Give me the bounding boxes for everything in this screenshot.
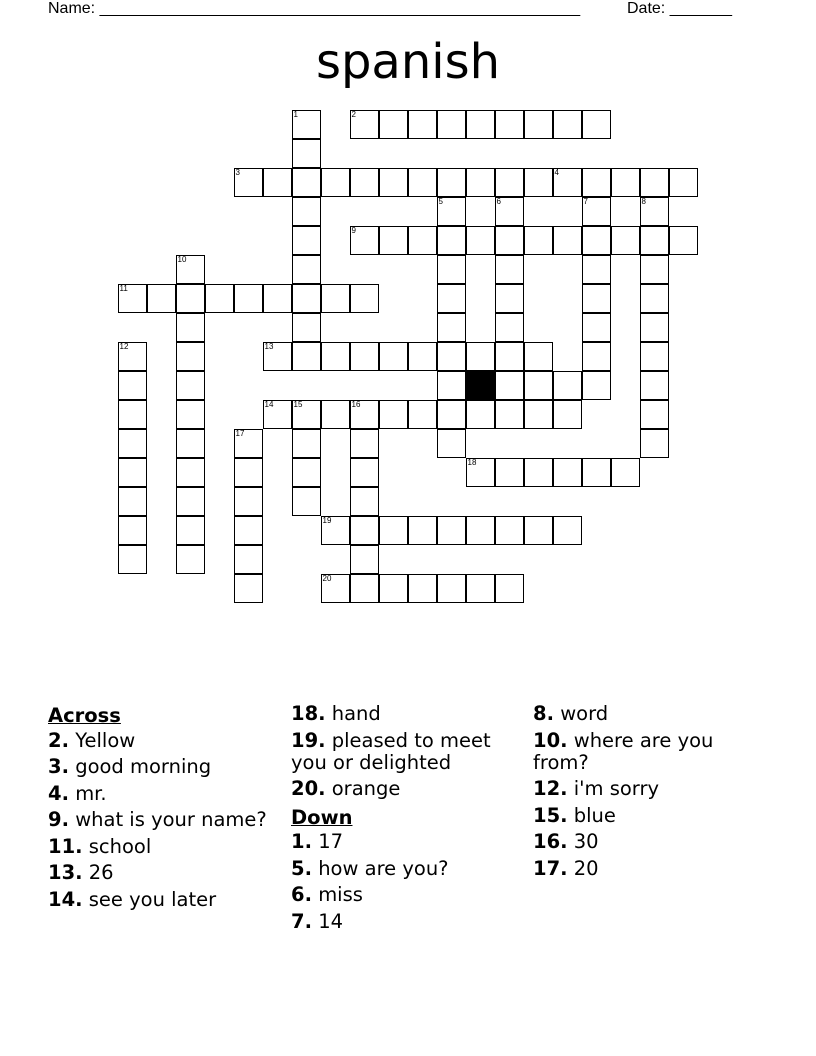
crossword-cell[interactable] <box>582 110 611 139</box>
clue-number: 4. <box>48 781 69 805</box>
crossword-cell[interactable] <box>118 429 147 458</box>
crossword-cell[interactable] <box>350 226 379 255</box>
crossword-cell[interactable] <box>292 400 321 429</box>
crossword-cell[interactable] <box>292 284 321 313</box>
crossword-cell[interactable] <box>176 429 205 458</box>
crossword-cell[interactable] <box>321 284 350 313</box>
crossword-cell[interactable] <box>611 458 640 487</box>
cell-number: 12 <box>119 342 129 351</box>
clue-down-7 <box>291 911 523 933</box>
cell-number: 18 <box>467 458 477 467</box>
crossword-cell[interactable] <box>495 197 524 226</box>
clue-number: 13. <box>48 861 83 884</box>
crossword-cell[interactable] <box>466 400 495 429</box>
clue-text: miss <box>318 883 363 906</box>
crossword-cell[interactable] <box>263 400 292 429</box>
clue-across-20 <box>291 778 523 800</box>
crossword-cell[interactable] <box>176 545 205 574</box>
crossword-cell[interactable] <box>263 284 292 313</box>
crossword-cell[interactable] <box>524 226 553 255</box>
crossword-cell[interactable] <box>321 516 350 545</box>
cell-number: 15 <box>293 400 303 409</box>
clue-text: school <box>88 834 152 858</box>
crossword-cell[interactable] <box>379 226 408 255</box>
clue-number: 15. <box>533 803 568 827</box>
crossword-cell[interactable] <box>582 458 611 487</box>
cell-number: 11 <box>119 284 128 293</box>
cell-number: 10 <box>177 255 187 264</box>
crossword-cell[interactable] <box>292 313 321 342</box>
clue-down-12 <box>533 778 765 800</box>
clue-number: 2. <box>48 728 69 752</box>
clue-across-18 <box>291 703 523 725</box>
crossword-cell[interactable] <box>234 545 263 574</box>
crossword-cell[interactable] <box>292 255 321 284</box>
cell-number: 17 <box>235 429 245 438</box>
clue-text: hand <box>331 702 381 725</box>
crossword-cell[interactable] <box>495 284 524 313</box>
crossword-cell[interactable] <box>350 342 379 371</box>
crossword-cell[interactable] <box>379 574 408 603</box>
crossword-cell[interactable] <box>582 313 611 342</box>
crossword-cell[interactable] <box>408 400 437 429</box>
crossword-cell[interactable] <box>437 110 466 139</box>
crossword-cell[interactable] <box>466 168 495 197</box>
crossword-cell[interactable] <box>437 371 466 400</box>
crossword-cell[interactable] <box>321 574 350 603</box>
clue-across-4 <box>48 783 280 805</box>
clue-number: 1. <box>291 830 312 853</box>
crossword-cell[interactable] <box>263 168 292 197</box>
clue-text: mr. <box>75 781 107 805</box>
crossword-cell[interactable] <box>466 110 495 139</box>
crossword-cell[interactable] <box>437 168 466 197</box>
crossword-cell[interactable] <box>582 168 611 197</box>
crossword-cell[interactable] <box>495 342 524 371</box>
crossword-cell[interactable] <box>292 342 321 371</box>
clue-number: 12. <box>533 777 568 800</box>
crossword-cell[interactable] <box>379 516 408 545</box>
crossword-cell[interactable] <box>234 429 263 458</box>
clue-across-19 <box>291 730 523 774</box>
crossword-cell[interactable] <box>176 342 205 371</box>
crossword-cell[interactable] <box>524 516 553 545</box>
clue-number: 6. <box>291 883 312 906</box>
crossword-cell[interactable] <box>553 226 582 255</box>
crossword-cell[interactable] <box>495 168 524 197</box>
crossword-cell[interactable] <box>582 255 611 284</box>
crossword-cell[interactable] <box>350 574 379 603</box>
clue-text: pleased to meet you or delighted <box>291 728 491 774</box>
crossword-cell[interactable] <box>379 168 408 197</box>
clue-number: 5. <box>291 856 312 880</box>
crossword-cell[interactable] <box>263 342 292 371</box>
clue-number: 10. <box>533 728 568 752</box>
clue-text: good morning <box>75 755 212 778</box>
crossword-cell[interactable] <box>524 458 553 487</box>
crossword-cell[interactable] <box>437 255 466 284</box>
crossword-cell[interactable] <box>292 139 321 168</box>
cell-number: 5 <box>438 197 443 206</box>
crossword-cell[interactable] <box>176 487 205 516</box>
clue-down-5 <box>291 858 523 880</box>
crossword-cell[interactable] <box>350 110 379 139</box>
clue-number: 20. <box>291 777 326 800</box>
cell-number: 19 <box>322 516 332 525</box>
cell-number: 4 <box>554 168 559 177</box>
crossword-cell[interactable] <box>640 255 669 284</box>
crossword-cell[interactable] <box>234 516 263 545</box>
clue-number: 14. <box>48 887 83 911</box>
cell-number: 1 <box>293 110 298 119</box>
crossword-cell[interactable] <box>553 516 582 545</box>
clue-text: orange <box>331 777 401 800</box>
clue-across-3 <box>48 756 280 778</box>
crossword-cell[interactable] <box>350 545 379 574</box>
cell-number: 2 <box>351 110 356 119</box>
crossword-cell[interactable] <box>495 313 524 342</box>
crossword-cell[interactable] <box>582 342 611 371</box>
clue-text: Yellow <box>75 728 136 752</box>
crossword-cell[interactable] <box>437 226 466 255</box>
crossword-cell[interactable] <box>466 458 495 487</box>
crossword-cell[interactable] <box>379 342 408 371</box>
crossword-cell[interactable] <box>524 371 553 400</box>
date-field-label: Date: _______ <box>627 0 732 17</box>
crossword-cell[interactable] <box>176 371 205 400</box>
crossword-cell[interactable] <box>147 284 176 313</box>
clue-down-1 <box>291 831 523 853</box>
crossword-cell[interactable] <box>118 516 147 545</box>
clue-across-11 <box>48 836 280 858</box>
crossword-cell[interactable] <box>118 400 147 429</box>
clue-text: 20 <box>573 856 599 880</box>
crossword-cell[interactable] <box>321 342 350 371</box>
clue-across-2 <box>48 730 280 752</box>
crossword-cell[interactable] <box>582 371 611 400</box>
crossword-cell[interactable] <box>350 487 379 516</box>
crossword-cell[interactable] <box>350 458 379 487</box>
across-heading: Across <box>48 704 121 727</box>
crossword-cell[interactable] <box>350 429 379 458</box>
crossword-cell[interactable] <box>466 516 495 545</box>
crossword-cell[interactable] <box>466 342 495 371</box>
clue-number: 17. <box>533 856 568 880</box>
cell-number: 7 <box>583 197 588 206</box>
clue-text: what is your name? <box>75 808 267 831</box>
crossword-cell[interactable] <box>524 168 553 197</box>
crossword-cell[interactable] <box>437 400 466 429</box>
page-title: spanish <box>315 34 501 90</box>
crossword-cell[interactable] <box>437 429 466 458</box>
clue-across-13 <box>48 862 280 884</box>
crossword-cell[interactable] <box>292 226 321 255</box>
crossword-cell[interactable] <box>466 226 495 255</box>
crossword-cell[interactable] <box>350 400 379 429</box>
clue-down-8 <box>533 703 765 725</box>
cell-number: 14 <box>264 400 274 409</box>
clue-number: 11. <box>48 834 83 858</box>
crossword-cell[interactable] <box>118 342 147 371</box>
crossword-cell[interactable] <box>611 226 640 255</box>
clue-column-3 <box>533 703 765 884</box>
crossword-cell[interactable] <box>495 574 524 603</box>
crossword-cell[interactable] <box>669 226 698 255</box>
crossword-cell[interactable] <box>118 487 147 516</box>
crossword-cell[interactable] <box>640 429 669 458</box>
crossword-cell[interactable] <box>176 516 205 545</box>
crossword-cell[interactable] <box>611 168 640 197</box>
crossword-cell[interactable] <box>495 400 524 429</box>
crossword-cell[interactable] <box>321 168 350 197</box>
crossword-cell[interactable] <box>234 487 263 516</box>
cell-number: 6 <box>496 197 501 206</box>
crossword-cell[interactable] <box>292 429 321 458</box>
crossword-cell[interactable] <box>466 574 495 603</box>
crossword-cell[interactable] <box>437 313 466 342</box>
crossword-cell[interactable] <box>176 400 205 429</box>
crossword-cell[interactable] <box>640 400 669 429</box>
clue-down-16 <box>533 831 765 853</box>
crossword-cell[interactable] <box>118 371 147 400</box>
crossword-cell[interactable] <box>524 342 553 371</box>
crossword-cell[interactable] <box>640 226 669 255</box>
crossword-cell[interactable] <box>234 574 263 603</box>
crossword-cell[interactable] <box>582 226 611 255</box>
crossword-cell[interactable] <box>495 110 524 139</box>
clue-text: word <box>560 702 609 725</box>
cell-number: 9 <box>351 226 356 235</box>
clue-number: 3. <box>48 755 69 778</box>
crossword-cell[interactable] <box>234 168 263 197</box>
clue-text: where are you from? <box>533 728 714 774</box>
crossword-cell[interactable] <box>176 255 205 284</box>
clue-text: i'm sorry <box>573 777 660 800</box>
clue-text: 14 <box>318 909 344 933</box>
crossword-cell[interactable] <box>234 458 263 487</box>
crossword-cell[interactable] <box>669 168 698 197</box>
crossword-cell[interactable] <box>292 458 321 487</box>
crossword-cell[interactable] <box>553 168 582 197</box>
crossword-cell[interactable] <box>437 516 466 545</box>
crossword-cell[interactable] <box>321 400 350 429</box>
crossword-cell[interactable] <box>495 458 524 487</box>
name-field-label: Name: ______________________________________________________ <box>48 0 581 17</box>
crossword-cell[interactable] <box>379 110 408 139</box>
clue-column-2 <box>291 703 523 937</box>
clue-text: 17 <box>318 830 344 853</box>
crossword-block <box>466 371 495 400</box>
crossword-cell[interactable] <box>350 516 379 545</box>
clue-text: see you later <box>88 887 217 911</box>
down-heading: Down <box>291 805 353 829</box>
crossword-cell[interactable] <box>495 371 524 400</box>
crossword-cell[interactable] <box>176 313 205 342</box>
crossword-cell[interactable] <box>350 168 379 197</box>
crossword-cell[interactable] <box>408 574 437 603</box>
crossword-cell[interactable] <box>176 458 205 487</box>
crossword-cell[interactable] <box>437 197 466 226</box>
crossword-cell[interactable] <box>553 371 582 400</box>
clue-down-6 <box>291 884 523 906</box>
clue-number: 16. <box>533 830 568 853</box>
crossword-cell[interactable] <box>524 400 553 429</box>
crossword-cell[interactable] <box>640 284 669 313</box>
clue-number: 7. <box>291 909 312 933</box>
crossword-cell[interactable] <box>292 168 321 197</box>
crossword-cell[interactable] <box>292 110 321 139</box>
crossword-cell[interactable] <box>437 342 466 371</box>
crossword-cell[interactable] <box>582 284 611 313</box>
crossword-cell[interactable] <box>640 313 669 342</box>
clue-down-10 <box>533 730 765 774</box>
crossword-cell[interactable] <box>408 516 437 545</box>
crossword-cell[interactable] <box>437 284 466 313</box>
cell-number: 16 <box>351 400 361 409</box>
crossword-cell[interactable] <box>495 516 524 545</box>
cell-number: 13 <box>264 342 274 351</box>
crossword-cell[interactable] <box>524 110 553 139</box>
crossword-cell[interactable] <box>553 458 582 487</box>
crossword-cell[interactable] <box>408 226 437 255</box>
clue-number: 9. <box>48 808 69 831</box>
cell-number: 8 <box>641 197 646 206</box>
clue-number: 18. <box>291 702 326 725</box>
clue-column-1 <box>48 703 280 915</box>
crossword-cell[interactable] <box>553 400 582 429</box>
crossword-cell[interactable] <box>292 197 321 226</box>
crossword-cell[interactable] <box>582 197 611 226</box>
crossword-cell[interactable] <box>495 255 524 284</box>
crossword-cell[interactable] <box>437 574 466 603</box>
crossword-cell[interactable] <box>118 458 147 487</box>
clue-down-17 <box>533 858 765 880</box>
crossword-cell[interactable] <box>640 197 669 226</box>
crossword-cell[interactable] <box>408 342 437 371</box>
cell-number: 20 <box>322 574 332 583</box>
crossword-cell[interactable] <box>640 342 669 371</box>
clue-text: 26 <box>88 861 114 884</box>
clue-down-15 <box>533 805 765 827</box>
crossword-cell[interactable] <box>640 168 669 197</box>
crossword-cell[interactable] <box>640 371 669 400</box>
crossword-cell[interactable] <box>176 284 205 313</box>
crossword-cell[interactable] <box>379 400 408 429</box>
crossword-cell[interactable] <box>553 110 582 139</box>
clue-text: blue <box>573 803 616 827</box>
crossword-cell[interactable] <box>118 545 147 574</box>
crossword-cell[interactable] <box>350 284 379 313</box>
crossword-cell[interactable] <box>205 284 234 313</box>
crossword-cell[interactable] <box>408 168 437 197</box>
crossword-cell[interactable] <box>118 284 147 313</box>
crossword-cell[interactable] <box>408 110 437 139</box>
clue-number: 19. <box>291 728 326 752</box>
crossword-cell[interactable] <box>292 487 321 516</box>
clue-number: 8. <box>533 702 554 725</box>
clue-across-14 <box>48 889 280 911</box>
cell-number: 3 <box>235 168 240 177</box>
crossword-cell[interactable] <box>234 284 263 313</box>
clue-across-9 <box>48 809 280 831</box>
clue-text: 30 <box>573 830 599 853</box>
clue-text: how are you? <box>318 856 449 880</box>
crossword-cell[interactable] <box>495 226 524 255</box>
